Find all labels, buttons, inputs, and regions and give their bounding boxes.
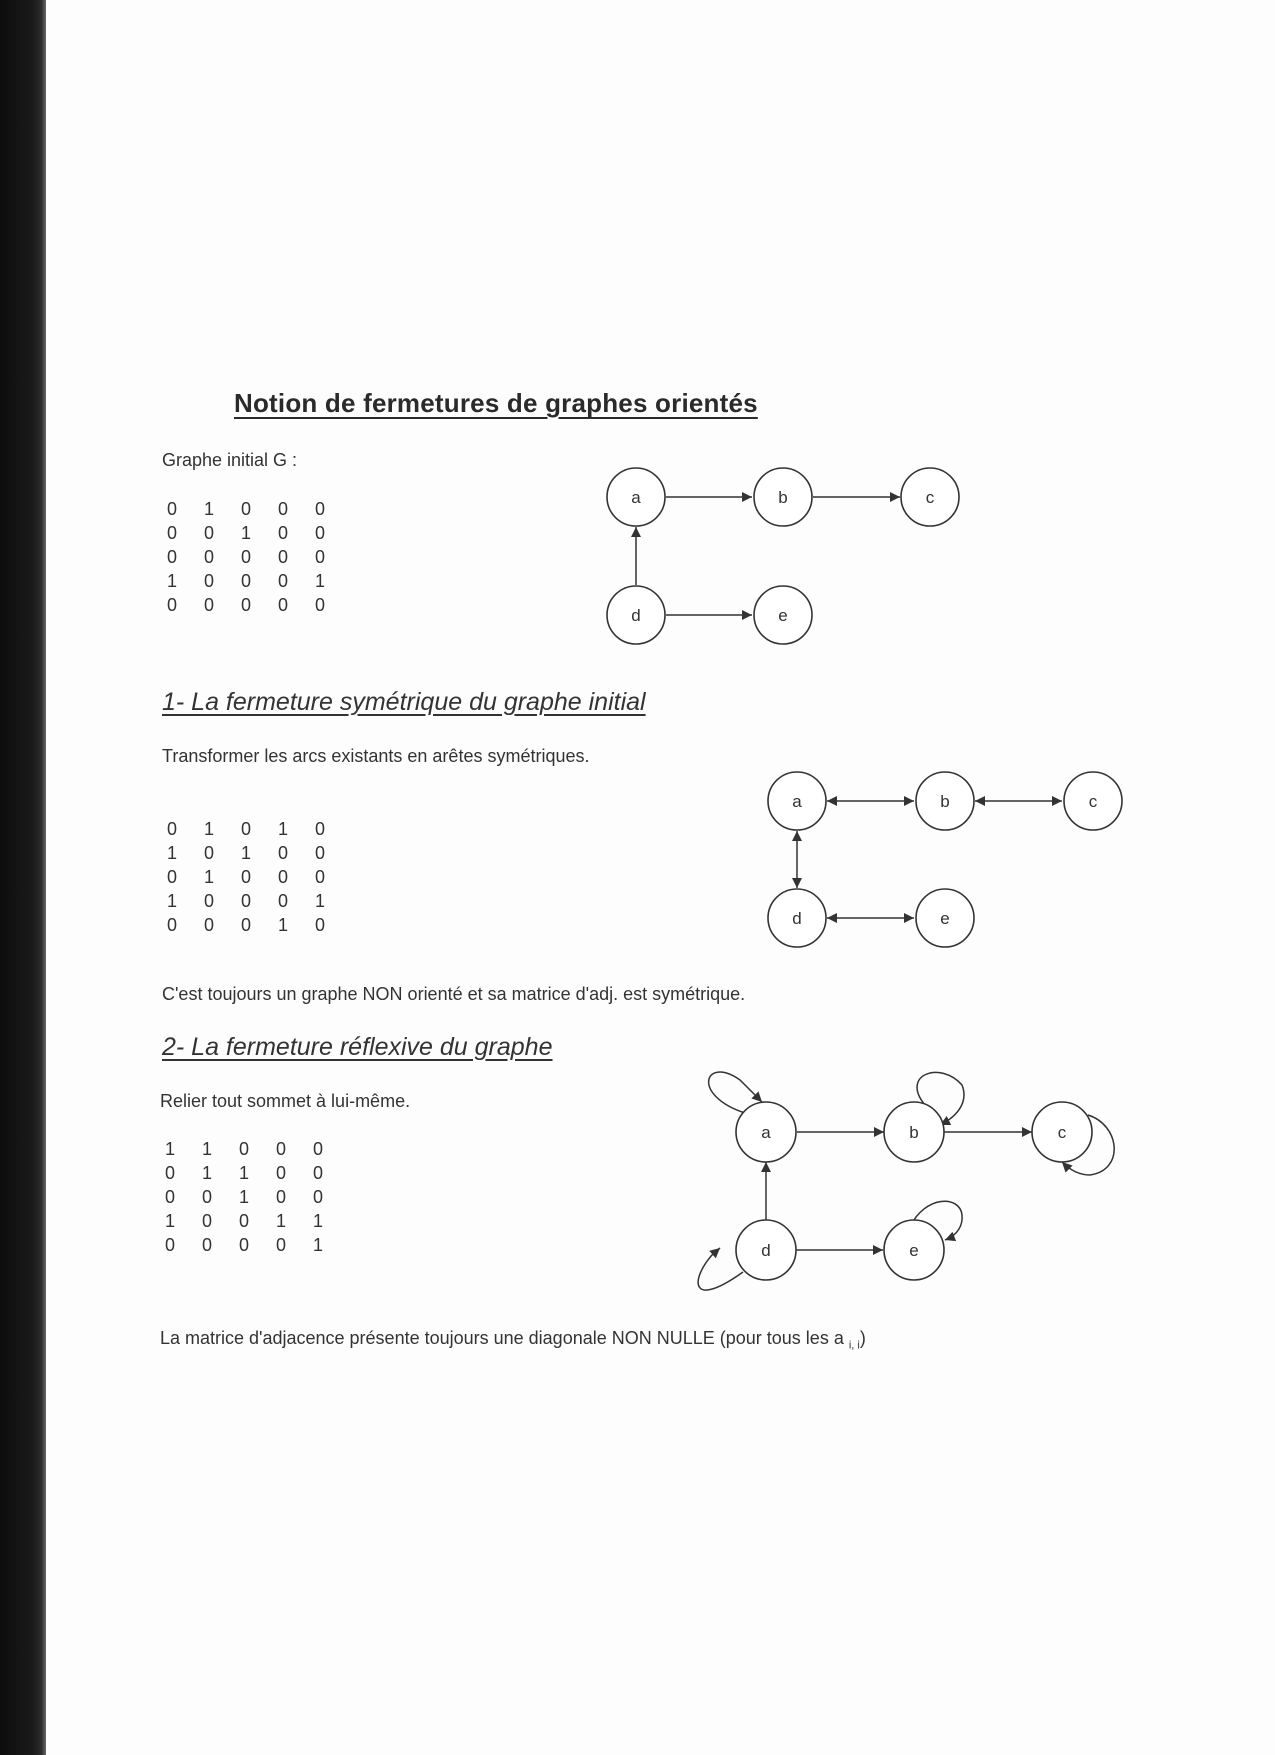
node-label: b — [778, 488, 788, 507]
node-a — [736, 1102, 796, 1162]
matrix-cell: 1 — [315, 571, 326, 591]
matrix-cell: 0 — [167, 595, 178, 615]
diagonal-subscript: i, i — [848, 1339, 860, 1352]
section-2-description: Relier tout sommet à lui-même. — [160, 1091, 411, 1111]
node-label: a — [631, 488, 641, 507]
matrix-cell: 0 — [315, 867, 326, 887]
section-1-description: Transformer les arcs existants en arêtes symétriques. — [162, 746, 590, 766]
matrix-cell: 0 — [202, 1235, 213, 1255]
matrix-cell: 0 — [204, 595, 215, 615]
matrix-cell: 0 — [239, 1211, 250, 1231]
node-b — [884, 1102, 944, 1162]
matrix-cell: 0 — [276, 1235, 287, 1255]
matrix-cell: 0 — [276, 1139, 287, 1159]
matrix-cell: 1 — [204, 867, 215, 887]
node-d — [736, 1220, 796, 1280]
matrix-cell: 1 — [239, 1187, 250, 1207]
section-2-note-text: La matrice d'adjacence présente toujours une diagonale NON NULLE (pour tous les a — [160, 1328, 844, 1348]
section-2-note-end: ) — [859, 1328, 866, 1348]
section-1-note: C'est toujours un graphe NON orienté et sa matrice d'adj. est symétrique. — [162, 984, 746, 1004]
matrix-cell: 0 — [167, 819, 178, 839]
matrix-cell: 1 — [278, 915, 289, 935]
matrix-cell: 0 — [313, 1139, 324, 1159]
matrix-cell: 0 — [278, 843, 289, 863]
matrix-cell: 1 — [278, 819, 289, 839]
matrix-cell: 0 — [278, 499, 289, 519]
section-2-heading: 2- La fermeture réflexive du graphe — [162, 1033, 553, 1061]
matrix-cell: 1 — [276, 1211, 287, 1231]
matrix-cell: 1 — [204, 499, 215, 519]
page-title: Notion de fermetures de graphes orientés — [234, 388, 758, 418]
matrix-cell: 0 — [167, 915, 178, 935]
matrix-cell: 0 — [241, 571, 252, 591]
matrix-cell: 0 — [167, 499, 178, 519]
initial-graph-label: Graphe initial G : — [162, 450, 298, 470]
matrix-cell: 1 — [167, 843, 178, 863]
matrix-cell: 1 — [167, 891, 178, 911]
matrix-cell: 0 — [241, 499, 252, 519]
matrix-cell: 0 — [315, 595, 326, 615]
node-label: a — [792, 792, 802, 811]
matrix-cell: 0 — [202, 1211, 213, 1231]
matrix-cell: 0 — [204, 891, 215, 911]
matrix-cell: 0 — [165, 1187, 176, 1207]
matrix-cell: 1 — [167, 571, 178, 591]
matrix-cell: 0 — [276, 1187, 287, 1207]
matrix-cell: 0 — [204, 843, 215, 863]
node-label: b — [909, 1123, 919, 1142]
matrix-cell: 0 — [315, 819, 326, 839]
matrix-cell: 0 — [241, 891, 252, 911]
matrix-cell: 1 — [204, 819, 215, 839]
matrix-cell: 0 — [167, 547, 178, 567]
matrix-cell: 0 — [239, 1235, 250, 1255]
matrix-cell: 1 — [241, 843, 252, 863]
matrix-cell: 0 — [165, 1235, 176, 1255]
matrix-cell: 0 — [202, 1187, 213, 1207]
matrix-cell: 0 — [315, 499, 326, 519]
node-label: d — [761, 1241, 771, 1260]
matrix-cell: 0 — [313, 1187, 324, 1207]
node-label: e — [940, 909, 950, 928]
matrix-cell: 1 — [202, 1163, 213, 1183]
matrix-cell: 0 — [278, 523, 289, 543]
matrix-cell: 0 — [204, 571, 215, 591]
node-label: c — [925, 488, 935, 507]
node-e — [884, 1220, 944, 1280]
matrix-cell: 1 — [313, 1211, 324, 1231]
matrix-cell: 1 — [165, 1139, 176, 1159]
matrix-cell: 0 — [241, 547, 252, 567]
matrix-cell: 0 — [165, 1163, 176, 1183]
matrix-cell: 0 — [241, 867, 252, 887]
matrix-cell: 0 — [278, 891, 289, 911]
matrix-cell: 0 — [241, 915, 252, 935]
matrix-cell: 0 — [278, 867, 289, 887]
matrix-cell: 1 — [202, 1139, 213, 1159]
matrix-cell: 0 — [278, 595, 289, 615]
section-1-heading: 1- La fermeture symétrique du graphe initial — [162, 688, 646, 716]
matrix-cell: 0 — [315, 843, 326, 863]
node-label: b — [940, 792, 950, 811]
node-label: d — [792, 909, 802, 928]
matrix-cell: 0 — [167, 867, 178, 887]
matrix-cell: 0 — [315, 547, 326, 567]
matrix-cell: 0 — [239, 1139, 250, 1159]
matrix-cell: 0 — [313, 1163, 324, 1183]
matrix-cell: 0 — [241, 819, 252, 839]
matrix-cell: 0 — [278, 547, 289, 567]
section-2-note — [160, 1328, 866, 1352]
matrix-cell: 0 — [276, 1163, 287, 1183]
matrix-cell: 0 — [315, 915, 326, 935]
matrix-cell: 1 — [315, 891, 326, 911]
matrix-cell: 1 — [313, 1235, 324, 1255]
matrix-cell: 1 — [241, 523, 252, 543]
matrix-cell: 0 — [204, 523, 215, 543]
node-label: e — [909, 1241, 919, 1260]
matrix-cell: 0 — [278, 571, 289, 591]
node-label: c — [1088, 792, 1098, 811]
node-c — [1032, 1102, 1092, 1162]
matrix-cell: 1 — [165, 1211, 176, 1231]
matrix-cell: 0 — [204, 547, 215, 567]
matrix-cell: 0 — [315, 523, 326, 543]
node-label: c — [1057, 1123, 1067, 1142]
matrix-cell: 0 — [167, 523, 178, 543]
node-label: d — [631, 606, 641, 625]
matrix-cell: 0 — [241, 595, 252, 615]
matrix-cell: 0 — [204, 915, 215, 935]
matrix-cell: 1 — [239, 1163, 250, 1183]
node-label: e — [778, 606, 788, 625]
node-label: a — [761, 1123, 771, 1142]
